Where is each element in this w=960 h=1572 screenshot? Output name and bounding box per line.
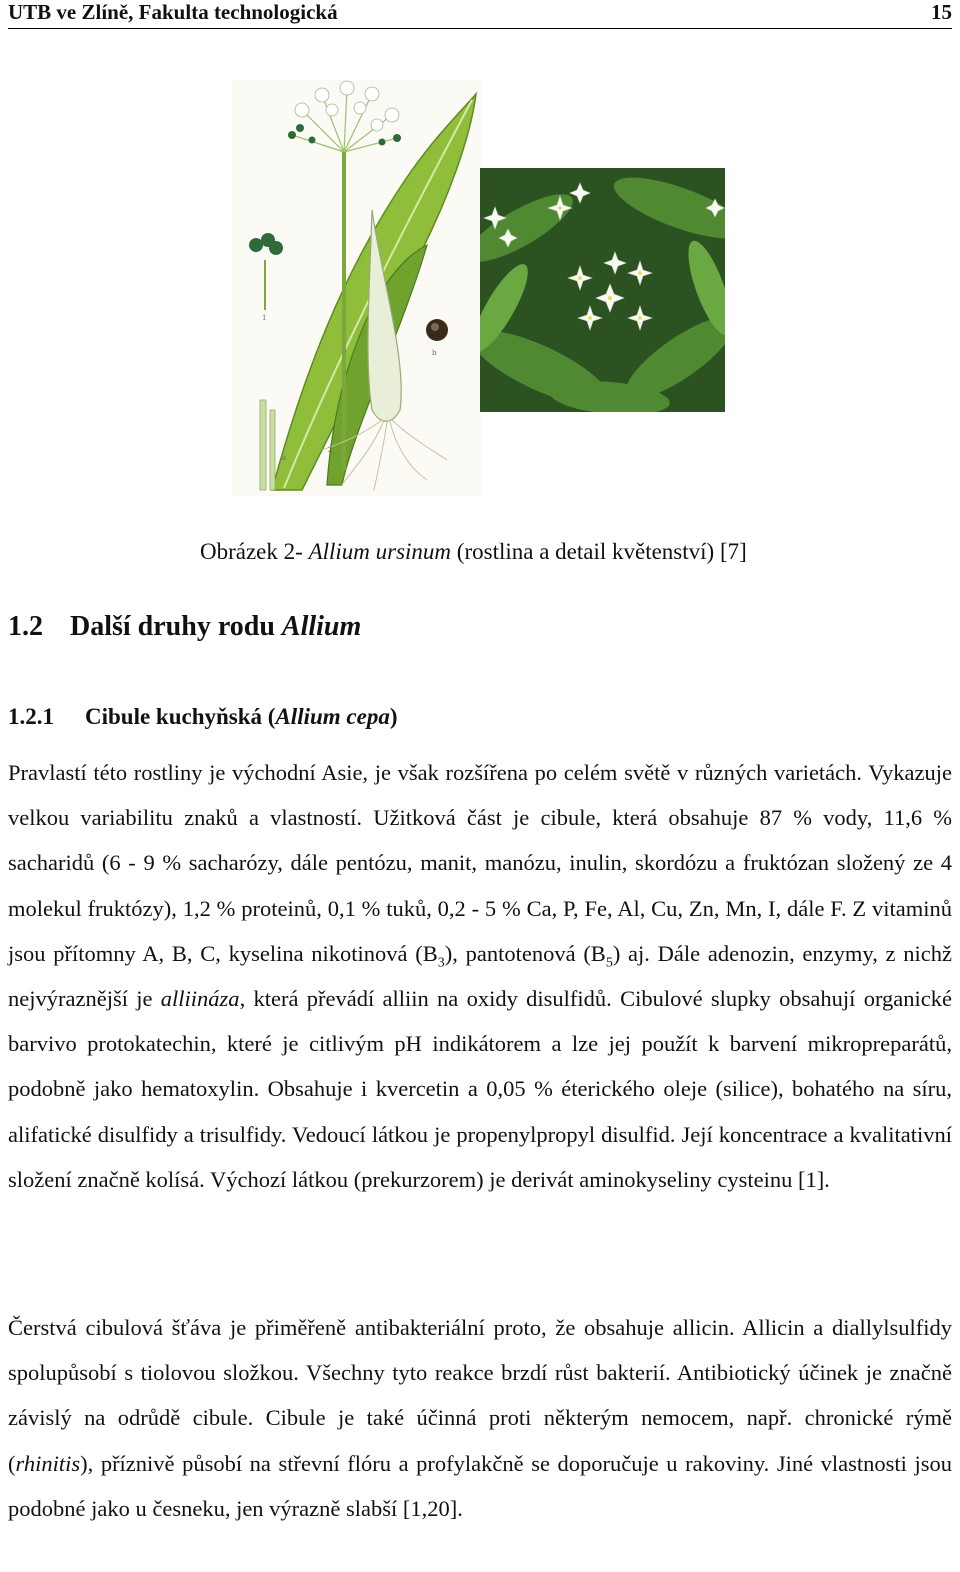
illustration-label-1: 1	[262, 314, 267, 322]
illustration-label-2: 2	[328, 446, 333, 454]
p1-text-4: , která převádí alliin na oxidy disulfidů. Cibulové slupky obsahují organické barvivo protokatechin, které je citlivým pH indikátorem a lze jej použít k barvení mikropreparátů, podobně jako hematoxylin. Obsahuje i kvercetin a 0,05 % éterického oleje (silice), bohatého na síru, alifatické disulfidy a trisulfidy. Vedoucí látkou je propenylpropyl disulfid. Její koncentrace a kvalitativní složení značně kolísá. Výchozí látkou (prekurzorem) je derivát aminokyseliny cysteinu [1].	[8, 986, 953, 1192]
subsection-heading	[8, 702, 398, 732]
figure-caption	[200, 537, 747, 567]
caption-species: Allium ursinum	[308, 539, 452, 564]
botanical-illustration	[232, 80, 482, 496]
p2-text-2: ), příznivě působí na střevní flóru a profylakčně se doporučuje u rakoviny. Jiné vlastnosti jsou podobné jako u česneku, jen výrazně slabší [1,20].	[8, 1450, 952, 1521]
inflorescence-photo	[480, 168, 725, 412]
subsection-title-close: )	[389, 704, 398, 729]
p1-subscript-1: 3	[437, 955, 445, 971]
section-number: 1.2	[8, 611, 43, 642]
section-heading	[8, 610, 361, 644]
page-number: 15	[931, 0, 952, 24]
p1-text-1: Pravlastí této rostliny je východní Asie, je však rozšířena po celém světě v různých varietách. Vykazuje velkou variabilitu znaků a vlastností. Užitková část je cibule, která obsahuje 87 % vody, 11,6 % sacharidů (6 - 9 % sacharózy, dále pentózu, manit, manózu, inulin, skordózu a fruktózan složený ze 4 molekul fruktózy), 1,2 % proteinů, 0,1 % tuků, 0,2 - 5 % Ca, P, Fe, Al, Cu, Zn, Mn, I, dále F. Z vitaminů jsou přítomny A, B, C, kyselina nikotinová (B	[8, 760, 952, 966]
caption-prefix: Obrázek 2-	[200, 539, 303, 564]
section-title-text: Další druhy rodu	[70, 611, 275, 642]
p1-italic-enzyme: alliináza	[160, 986, 240, 1012]
p1-subscript-2: 5	[605, 955, 613, 971]
p1-text-2: ), pantotenová (B	[444, 940, 606, 966]
page-header	[8, 0, 952, 29]
illustration-label-a: a	[282, 454, 287, 462]
subsection-title-species: Allium cepa	[275, 704, 390, 729]
section-title-genus: Allium	[281, 611, 362, 642]
paragraph-onion-composition	[8, 750, 952, 1202]
caption-suffix: (rostlina a detail květenství) [7]	[456, 539, 747, 564]
subsection-title-text: Cibule kuchyňská (	[85, 704, 276, 729]
p2-text-1: Čerstvá cibulová šťáva je přiměřeně antibakteriální proto, že obsahuje allicin. Allicin a diallylsulfidy spolupůsobí s tiolovou složkou. Všechny tyto reakce brzdí růst bakterií. Antibiotický účinek je značně závislý na odrůdě cibule. Cibule je také účinná proti některým nemocem, např. chronické rýmě (	[8, 1315, 952, 1476]
illustration-label-b: b	[432, 349, 437, 357]
p1-text-3: ) aj. Dále adenozin, enzymy, z nichž nejvýraznější je	[8, 940, 952, 1012]
header-title: UTB ve Zlíně, Fakulta technologická	[8, 0, 338, 24]
p2-italic-rhinitis: rhinitis	[15, 1450, 81, 1476]
subsection-number: 1.2.1	[8, 704, 54, 729]
paragraph-onion-effects	[8, 1305, 952, 1531]
